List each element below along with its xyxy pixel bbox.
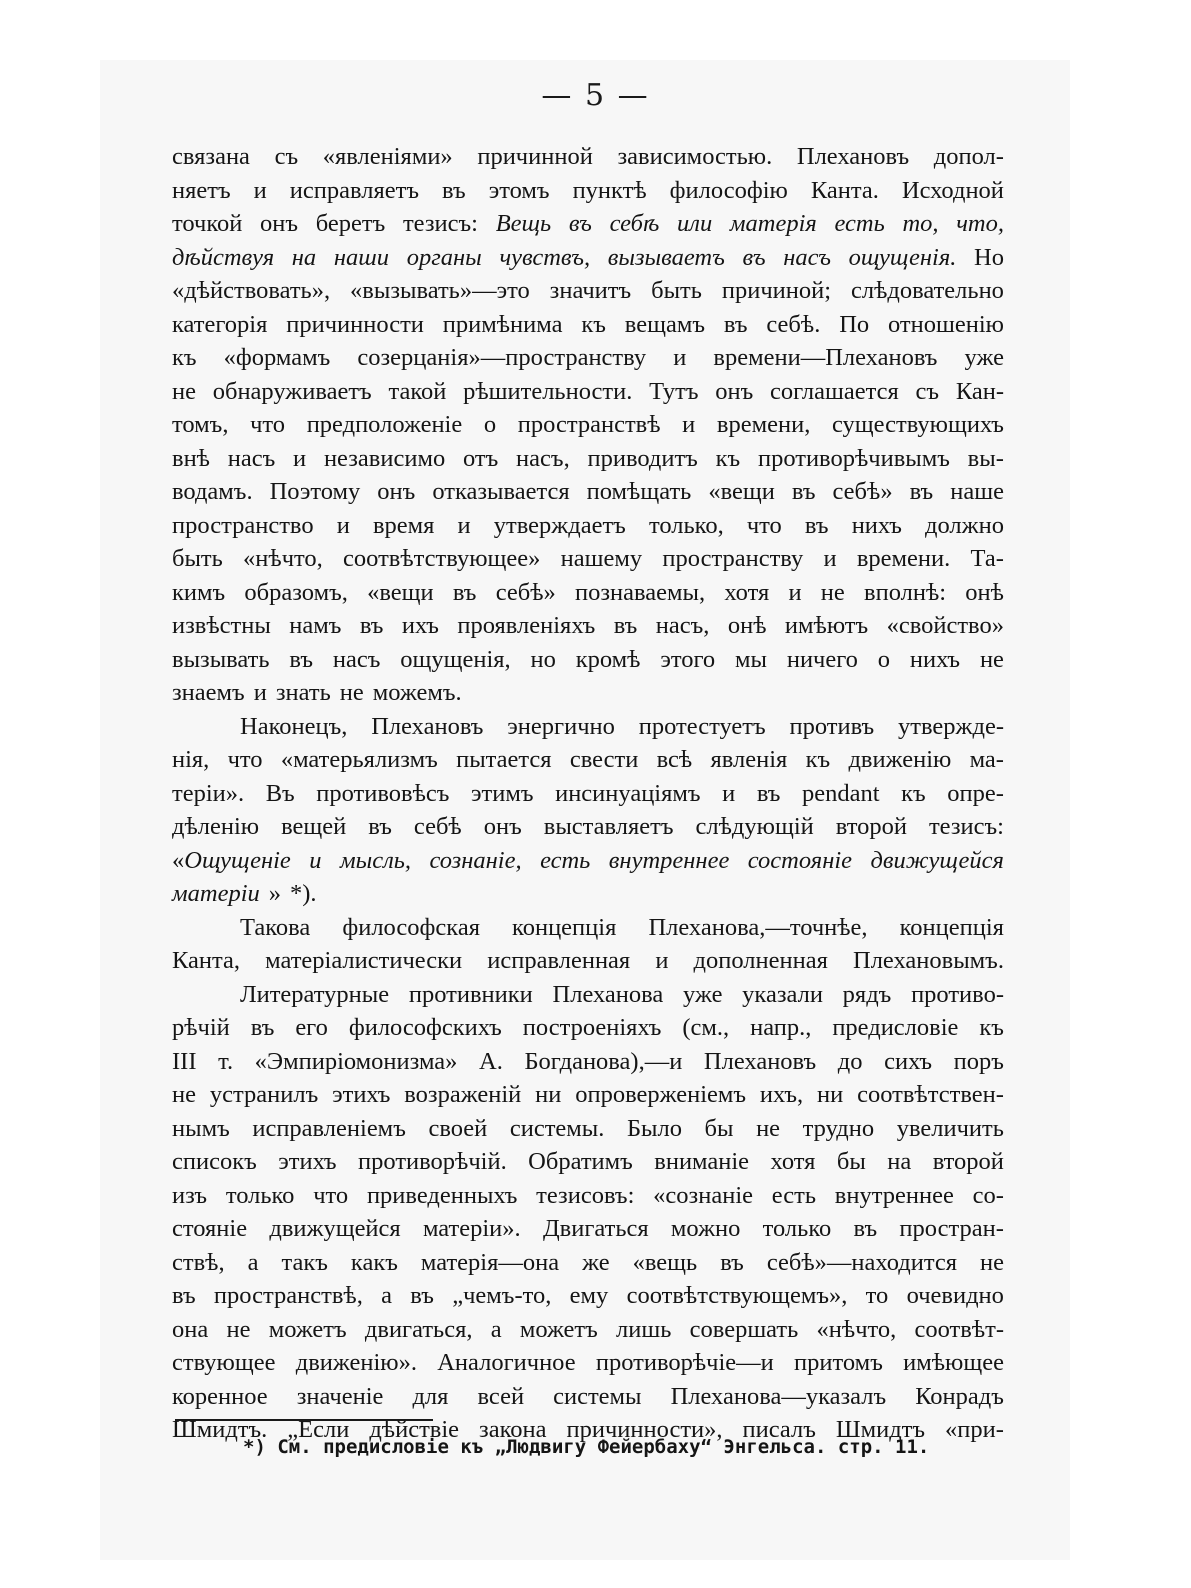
text-line: теріи». Въ противовѣсъ этимъ инсинуаціямъ и въ pendant къ опре-	[172, 779, 1004, 807]
page-number: — 5 —	[541, 78, 650, 113]
text-line: вызывать въ насъ ощущенія, но кромѣ этого мы ничего о нихъ не	[172, 645, 1004, 673]
text-line: нія, что «матерьялизмъ пытается свести всѣ явленія къ движенію ма-	[172, 746, 1004, 773]
text-line: Шмидтъ. „Если дѣйствіе закона причинности», писалъ Шмидтъ «при-	[172, 1416, 1004, 1443]
text-line: нымъ исправленіемъ своей системы. Было бы не трудно увеличить	[172, 1114, 1004, 1142]
footnote-rule	[175, 1419, 433, 1421]
text-line: извѣстны намъ въ ихъ проявленіяхъ въ насъ, онѣ имѣютъ «свойство»	[172, 612, 1004, 639]
text-line: рѣчій въ его философскихъ построеніяхъ (см., напр., предисловіе къ	[172, 1014, 1004, 1041]
text-line: не устранилъ этихъ возраженій ни опроверженіемъ ихъ, ни соотвѣтствен-	[172, 1081, 1004, 1108]
text-line: изъ только что приведенныхъ тезисовъ: «сознаніе есть внутреннее со-	[172, 1181, 1004, 1209]
text-line: къ «формамъ созерцанія»—пространству и времени—Плехановъ уже	[172, 344, 1004, 371]
text-line: дѣленію вещей въ себѣ онъ выставляетъ слѣдующій второй тезисъ:	[172, 813, 1004, 840]
text-line: кимъ образомъ, «вещи въ себѣ» познаваемы, хотя и не вполнѣ: онѣ	[172, 578, 1004, 606]
text-line: ствующее движенію». Аналогичное противорѣчіе—и притомъ имѣющее	[172, 1349, 1004, 1376]
text-line: «Ощущеніе и мысль, сознаніе, есть внутреннее состояніе движущейся	[172, 846, 1004, 874]
text-line: въ пространствѣ, а въ „чемъ-то, ему соотвѣтствующемъ», то очевидно	[172, 1282, 1004, 1309]
text-line: стояніе движущейся матеріи». Двигаться можно только въ простран-	[172, 1215, 1004, 1242]
text-line: быть «нѣчто, соотвѣтствующее» нашему пространству и времени. Та-	[172, 545, 1004, 572]
text-line: III т. «Эмпиріомонизма» А. Богданова),—и Плехановъ до сихъ поръ	[172, 1047, 1004, 1075]
text-line: коренное значеніе для всей системы Плеханова—указалъ Конрадъ	[172, 1382, 1004, 1410]
text-line: пространство и время и утверждаетъ только, что въ нихъ должно	[172, 511, 1004, 539]
text-line: она не можетъ двигаться, а можетъ лишь совершать «нѣчто, соотвѣт-	[172, 1315, 1004, 1343]
text-line: Канта, матеріалистически исправленная и дополненная Плехановымъ.	[172, 947, 1004, 974]
text-line: Литературные противники Плеханова уже указали рядъ противо-	[240, 980, 1004, 1008]
text-line: внѣ насъ и независимо отъ насъ, приводитъ къ противорѣчивымъ вы-	[172, 444, 1004, 472]
text-line: водамъ. Поэтому онъ отказывается помѣщать «вещи въ себѣ» въ наше	[172, 478, 1004, 505]
text-line: категорія причинности примѣнима къ вещамъ въ себѣ. По отношенію	[172, 310, 1004, 338]
text-line: дѣйствуя на наши органы чувствъ, вызываетъ въ насъ ощущенія. Но	[172, 243, 1004, 271]
text-line: Наконецъ, Плехановъ энергично протестуетъ противъ утвержде-	[240, 712, 1004, 740]
text-line: Такова философская концепція Плеханова,—точнѣе, концепція	[240, 913, 1004, 941]
text-line: ствѣ, а такъ какъ матерія—она же «вещь въ себѣ»—находится не	[172, 1248, 1004, 1276]
text-line: не обнаруживаетъ такой рѣшительности. Тутъ онъ соглашается съ Кан-	[172, 377, 1004, 405]
text-line: няетъ и исправляетъ въ этомъ пунктѣ философію Канта. Исходной	[172, 176, 1004, 204]
text-line: точкой онъ беретъ тезисъ: Вещь въ себѣ или матерія есть то, что,	[172, 210, 1004, 237]
text-line: знаемъ и знать не можемъ.	[172, 679, 462, 706]
text-line: списокъ этихъ противорѣчій. Обратимъ вниманіе хотя бы на второй	[172, 1148, 1004, 1175]
text-line: «дѣйствовать», «вызывать»—это значитъ быть причиной; слѣдовательно	[172, 277, 1004, 304]
text-line: томъ, что предположеніе о пространствѣ и времени, существующихъ	[172, 411, 1004, 438]
text-line: связана съ «явленіями» причинной зависимостью. Плехановъ допол-	[172, 143, 1004, 170]
text-line: матеріи » *).	[172, 880, 317, 907]
footnote: *) См. предисловіе къ „Людвигу Фейербаху“ Энгельса. стр. 11.	[243, 1436, 930, 1458]
body-text	[172, 140, 1004, 1447]
